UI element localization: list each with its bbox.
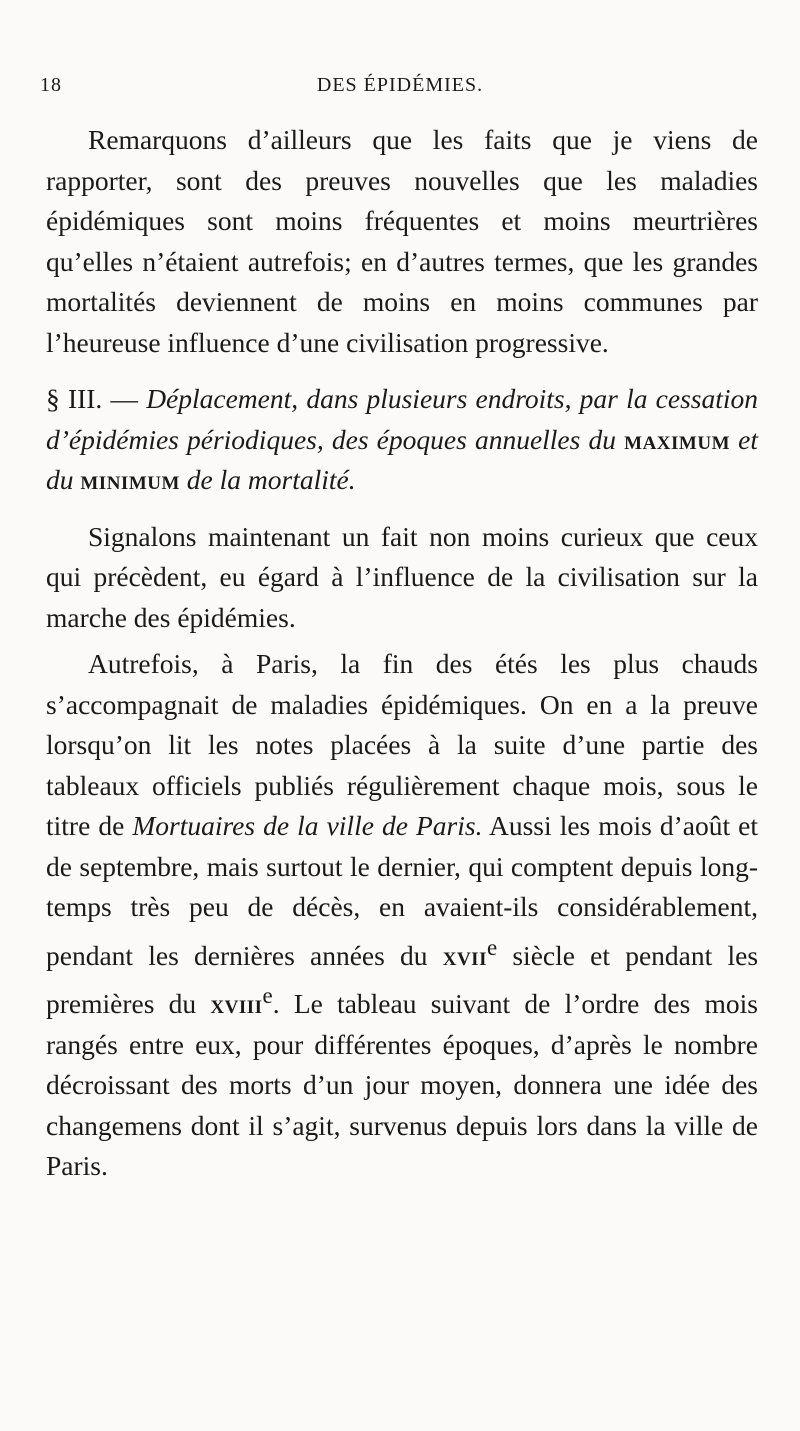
- page-number: 18: [40, 74, 62, 96]
- section-heading-text-1: Déplacement, dans plusieurs endroits, par la cessation d’épidémies périodiques, des époques annuelles du: [46, 383, 758, 455]
- century-17-superscript: e: [486, 934, 498, 960]
- mortuaires-title: Mortuaires de la ville de Paris.: [132, 810, 483, 841]
- page-header: [40, 74, 760, 104]
- century-17: xvii: [442, 939, 487, 971]
- section-heading-maximum: maximum: [624, 423, 730, 455]
- paragraph-3-part-3: siècle et pendant les premières du: [46, 939, 759, 1020]
- paragraph-3: [46, 644, 758, 1187]
- paragraph-1: Remarquons d’ailleurs que les faits que je viens de rapporter, sont des preuves nouvelles que les maladies épidémiques sont moins fréquentes et moins meurtrières qu’elles n’étaient autrefois; en d’autres termes, que les grandes mortalités deviennent de moins en moins communes par l’heureuse influence d’une civilisation progressive.: [46, 124, 758, 358]
- century-18: xviii: [210, 988, 263, 1020]
- section-marker: § III. —: [46, 383, 138, 414]
- paragraph-3-part-2: Aussi les mois d’août et de septembre, mais surtout le dernier, qui comptent depuis long-temps très peu de décès, en avaient-ils considérablement, pendant les dernières années du: [46, 810, 758, 971]
- paragraph-3-part-4: . Le tableau suivant de l’ordre des mois rangés entre eux, pour différentes époques, d’après le nombre décroissant des morts d’un jour moyen, donnera une idée des changemens dont il s’agit, survenus depuis lors dans la ville de Paris.: [46, 988, 758, 1182]
- section-heading-text-2: et du: [46, 423, 759, 495]
- section-heading-minimum: minimum: [80, 464, 180, 495]
- section-heading-text-3: de la mortalité.: [186, 464, 356, 495]
- running-title: DES ÉPIDÉMIES.: [316, 74, 484, 96]
- section-heading: [46, 379, 758, 501]
- paragraph-3-part-1: Autrefois, à Paris, la fin des étés les plus chauds s’accompagnait de maladies épidémiques. On en a la preuve lorsqu’on lit les notes placées à la suite d’une partie des tableaux officiels publiés régulièrement chaque mois, sous le titre de: [46, 648, 758, 841]
- century-18-superscript: e: [262, 983, 273, 1009]
- paragraph-2: Signalons maintenant un fait non moins curieux que ceux qui précèdent, eu égard à l’influence de la civilisation sur la marche des épidémies.: [46, 520, 758, 633]
- body-text: [46, 120, 758, 1187]
